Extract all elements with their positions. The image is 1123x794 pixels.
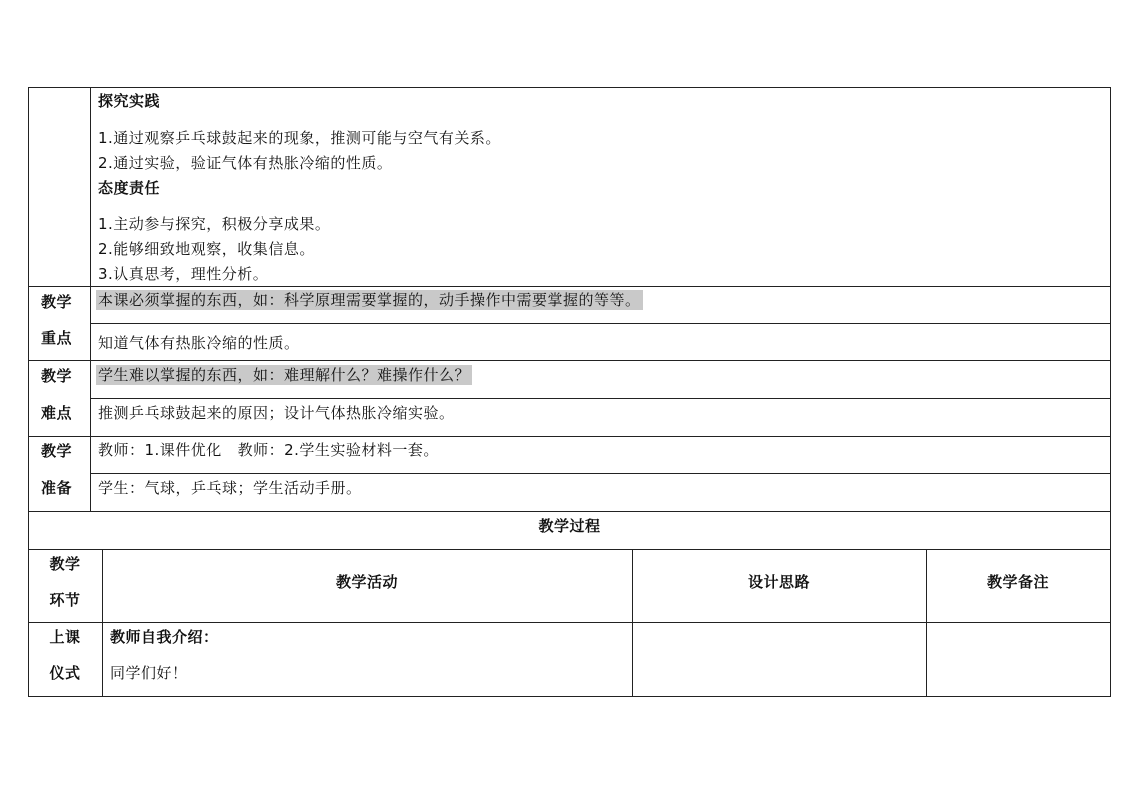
stage-label: 上课 — [49, 628, 81, 646]
key-points-label: 重点 — [41, 329, 73, 347]
row-divider — [90, 398, 1111, 399]
list-item: 1.通过观察乒乓球鼓起来的现象，推测可能与空气有关系。 — [98, 129, 501, 147]
stage-label: 仪式 — [49, 664, 81, 682]
header-notes: 教学备注 — [986, 573, 1049, 591]
row-divider — [28, 360, 1111, 361]
difficult-points-content: 推测乒乓球鼓起来的原因；设计气体热胀冷缩实验。 — [98, 404, 455, 422]
preparation-teacher: 教师：1.课件优化 教师：2.学生实验材料一套。 — [98, 441, 439, 459]
row-divider — [28, 286, 1111, 287]
difficult-points-label: 难点 — [41, 404, 73, 422]
row-divider — [90, 323, 1111, 324]
key-points-label: 教学 — [41, 293, 73, 311]
row-divider — [28, 511, 1111, 512]
activity-title: 教师自我介绍： — [110, 628, 219, 646]
activity-text: 同学们好！ — [110, 664, 188, 682]
process-title: 教学过程 — [538, 517, 601, 535]
table-border-bottom — [28, 696, 1111, 697]
header-activity: 教学活动 — [335, 573, 398, 591]
header-design: 设计思路 — [747, 573, 810, 591]
row-divider — [28, 622, 1111, 623]
table-border-right — [1110, 87, 1111, 697]
label-column-divider — [90, 87, 91, 511]
preparation-student: 学生：气球，乒乓球；学生活动手册。 — [98, 479, 362, 497]
difficult-points-hint: 学生难以掌握的东西，如：难理解什么？难操作什么？ — [98, 366, 471, 384]
list-item: 3.认真思考，理性分析。 — [98, 265, 269, 283]
header-stage: 教学 — [49, 555, 81, 573]
difficult-points-label: 教学 — [41, 367, 73, 385]
list-item: 2.通过实验，验证气体有热胀冷缩的性质。 — [98, 154, 393, 172]
preparation-label: 教学 — [41, 442, 73, 460]
key-points-hint: 本课必须掌握的东西，如：科学原理需要掌握的，动手操作中需要掌握的等等。 — [98, 291, 641, 309]
list-item: 1.主动参与探究，积极分享成果。 — [98, 215, 331, 233]
section-heading-attitude: 态度责任 — [98, 179, 161, 197]
row-divider — [28, 436, 1111, 437]
row-divider — [28, 549, 1111, 550]
table-border-top — [28, 87, 1111, 88]
list-item: 2.能够细致地观察，收集信息。 — [98, 240, 315, 258]
section-heading-practice: 探究实践 — [98, 92, 161, 110]
key-points-content: 知道气体有热胀冷缩的性质。 — [98, 334, 300, 352]
row-divider — [90, 473, 1111, 474]
preparation-label: 准备 — [41, 479, 73, 497]
header-stage: 环节 — [49, 591, 81, 609]
